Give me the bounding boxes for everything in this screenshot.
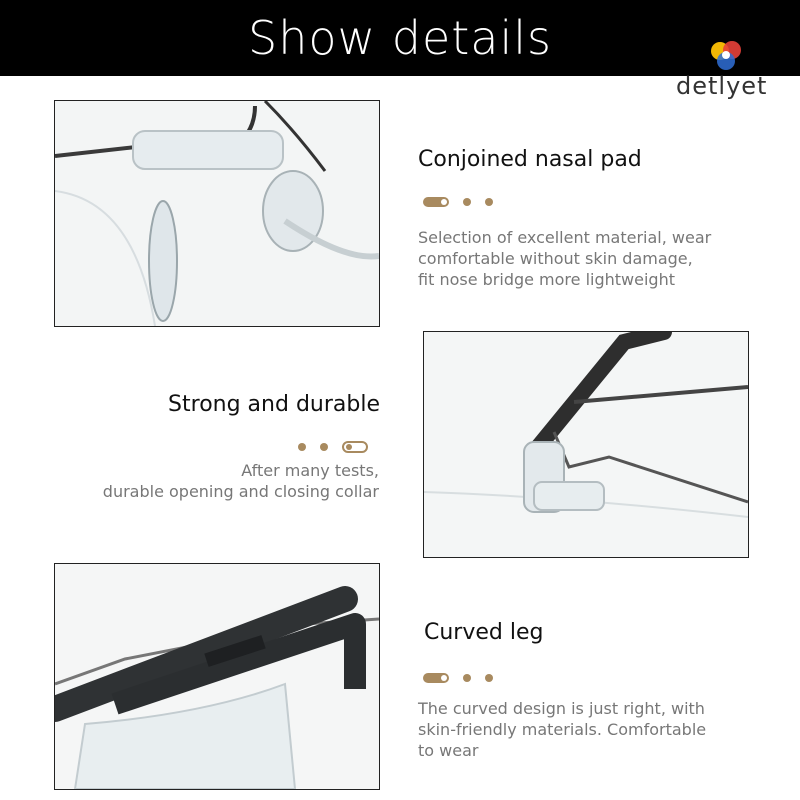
brand-name: detlyet: [676, 72, 768, 100]
active-indicator-pill: [342, 441, 368, 453]
description-line: After many tests,: [241, 461, 379, 480]
description-line: Selection of excellent material, wear: [418, 228, 712, 247]
description-line: comfortable without skin damage,: [418, 249, 693, 268]
feature-title-strong-durable: Strong and durable: [168, 392, 380, 417]
indicator-dot: [298, 443, 306, 451]
nose-pad-closeup-photo: [54, 100, 380, 327]
pagination-dots: [298, 441, 368, 453]
active-indicator-pill: [423, 673, 449, 683]
hinge-closeup-photo: [423, 331, 749, 558]
brand: [672, 36, 782, 106]
indicator-dot: [463, 674, 471, 682]
feature-title-curved-leg: Curved leg: [424, 620, 544, 645]
indicator-dot: [320, 443, 328, 451]
indicator-dot: [463, 198, 471, 206]
active-indicator-pill: [423, 197, 449, 207]
page-title: Show details: [248, 11, 552, 65]
temple-leg-photo: [54, 563, 380, 790]
description-line: fit nose bridge more lightweight: [418, 270, 675, 289]
description-line: to wear: [418, 741, 479, 760]
feature-description-curved-leg: [418, 698, 706, 761]
indicator-dot: [485, 674, 493, 682]
feature-title-nasal-pad: Conjoined nasal pad: [418, 147, 642, 172]
description-line: The curved design is just right, with: [418, 699, 705, 718]
pagination-dots: [423, 196, 493, 208]
feature-description-nasal-pad: [418, 227, 711, 290]
feature-description-strong-durable: [103, 460, 379, 502]
pagination-dots: [423, 672, 493, 684]
description-line: durable opening and closing collar: [102, 482, 379, 501]
description-line: skin-friendly materials. Comfortable: [418, 720, 707, 739]
indicator-dot: [485, 198, 493, 206]
colorful-knot-logo-icon: [708, 38, 744, 74]
